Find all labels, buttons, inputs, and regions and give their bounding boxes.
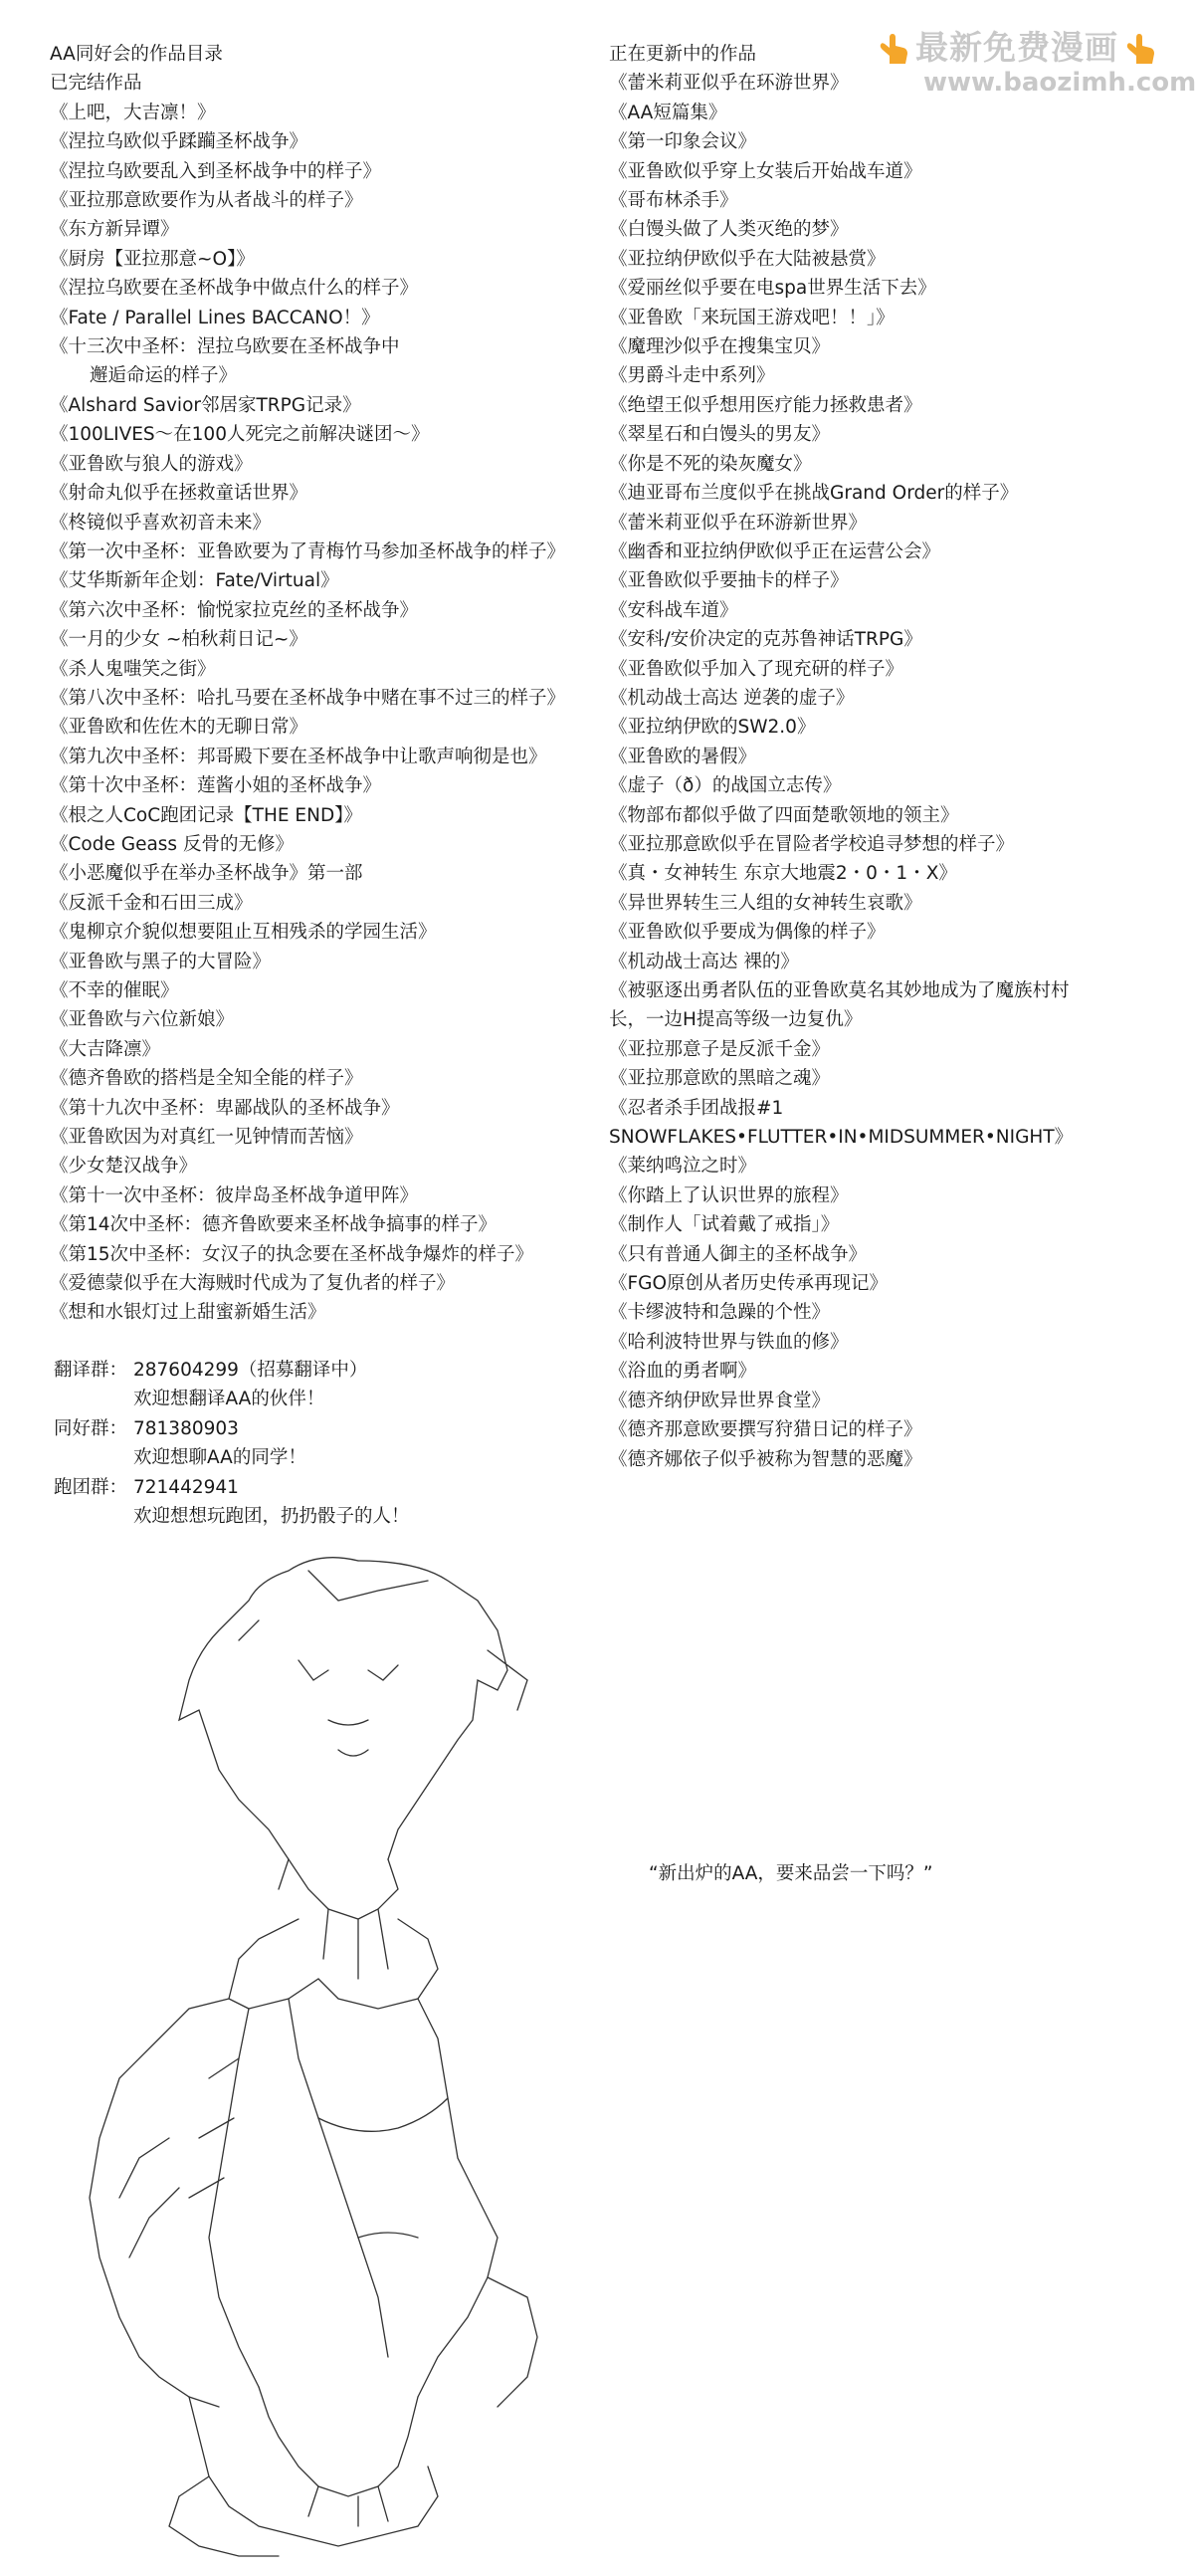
- list-item: 《亚鲁欧似乎加入了现充研的样子》: [609, 658, 904, 680]
- list-item: 《东方新异谭》: [50, 219, 179, 241]
- trpg-group-row: [54, 1473, 410, 1502]
- list-item: 《机动战士高达 裸的》: [609, 951, 799, 972]
- list-item: 《第六次中圣杯：愉悦家拉克丝的圣杯战争》: [50, 599, 419, 621]
- list-item: 《大吉降凛》: [50, 1038, 161, 1060]
- list-item: 《亚鲁欧和佐佐木的无聊日常》: [50, 717, 308, 739]
- list-item: 《男爵斗走中系列》: [609, 365, 775, 387]
- list-item: 《只有普通人御主的圣杯战争》: [609, 1243, 868, 1265]
- ascii-art-figure: [60, 1541, 617, 2566]
- trpg-group-label: 跑团群：: [54, 1476, 128, 1498]
- list-item: 《涅拉乌欧要在圣杯战争中做点什么的样子》: [50, 278, 419, 300]
- list-item: 《想和水银灯过上甜蜜新婚生活》: [50, 1302, 326, 1324]
- list-item: 《真・女神转生 东京大地震2・0・1・X》: [609, 863, 957, 885]
- fan-group-number: 781380903: [133, 1417, 239, 1439]
- list-item: 《安科战车道》: [609, 599, 738, 621]
- list-item: 《鬼柳京介貌似想要阻止互相残杀的学园生活》: [50, 922, 437, 944]
- list-item: 《亚鲁欧似乎要抽卡的样子》: [609, 570, 849, 592]
- list-item: 《德齐鲁欧的搭档是全知全能的样子》: [50, 1068, 363, 1090]
- list-item: 《第八次中圣杯：哈扎马要在圣杯战争中赌在事不过三的样子》: [50, 687, 566, 709]
- list-item: 《你是不死的染灰魔女》: [609, 453, 812, 475]
- list-item: 《被驱逐出勇者队伍的亚鲁欧莫名其妙地成为了魔族村村长，一边H提高等级一边复仇》: [609, 980, 1070, 1031]
- list-item: 《幽香和亚拉纳伊欧似乎正在运营公会》: [609, 540, 941, 562]
- list-item: 《亚拉纳伊欧似乎在大陆被悬赏》: [609, 248, 886, 270]
- list-item: 《艾华斯新年企划：Fate/Virtual》: [50, 570, 339, 592]
- list-item: 《卡缪波特和急躁的个性》: [609, 1302, 831, 1324]
- list-item: 《德齐那意欧要撰写狩猎日记的样子》: [609, 1419, 922, 1441]
- list-item: 《涅拉乌欧似乎蹂躏圣杯战争》: [50, 131, 308, 153]
- catalog-title: AA同好会的作品目录: [50, 44, 223, 65]
- list-item-continuation: 邂逅命运的样子》: [90, 365, 238, 387]
- ongoing-works-list: [609, 40, 1077, 1474]
- translation-group-row: [54, 1356, 410, 1385]
- translation-group-number: 287604299（招募翻译中）: [133, 1360, 368, 1381]
- speech-quote: “新出炉的AA，要来品尝一下吗？”: [649, 1863, 933, 1884]
- watermark-url: www.baozimh.com: [923, 68, 1196, 98]
- group-contacts: [54, 1356, 410, 1531]
- trpg-group-note: 欢迎想想玩跑团，扔扔骰子的人！: [133, 1506, 410, 1528]
- list-item: 《哥布林杀手》: [609, 190, 738, 212]
- list-item: 《安科/安价决定的克苏鲁神话TRPG》: [609, 629, 922, 651]
- list-item: 《哈利波特世界与铁血的修》: [609, 1331, 849, 1353]
- list-item: 《你踏上了认识世界的旅程》: [609, 1184, 849, 1206]
- list-item: 《Fate / Parallel Lines BACCANO！》: [50, 307, 380, 328]
- list-item: 《亚鲁欧与六位新娘》: [50, 1009, 235, 1031]
- list-item: 《亚拉纳伊欧的SW2.0》: [609, 717, 816, 739]
- list-item: 《亚鲁欧与黑子的大冒险》: [50, 951, 272, 972]
- list-item: 《第一印象会议》: [609, 131, 757, 153]
- fan-group-row: [54, 1414, 410, 1443]
- list-item: 《上吧，大吉凛！》: [50, 102, 216, 123]
- translation-group-label: 翻译群：: [54, 1360, 128, 1381]
- list-item: 《翠星石和白馒头的男友》: [609, 424, 831, 446]
- pointing-hand-icon: [1122, 24, 1158, 66]
- list-item: 《亚拉那意欧要作为从者战斗的样子》: [50, 190, 363, 212]
- list-item: 《亚鲁欧「来玩国王游戏吧！！」》: [609, 307, 895, 328]
- list-item: 《机动战士高达 逆袭的虚子》: [609, 687, 855, 709]
- list-item: 《忍者杀手团战报#1 SNOWFLAKES•FLUTTER•IN•MIDSUMMER•NIGHT》: [609, 1097, 1074, 1149]
- list-item: 《十三次中圣杯：涅拉乌欧要在圣杯战争中: [50, 336, 400, 358]
- list-item: 《根之人CoC跑团记录【THE END】》: [50, 804, 362, 826]
- fan-group-note: 欢迎想聊AA的同学！: [133, 1447, 306, 1469]
- list-item: 《虚子（ð）的战国立志传》: [609, 775, 842, 797]
- list-item: 《迪亚哥布兰度似乎在挑战Grand Order的样子》: [609, 483, 1019, 505]
- list-item: 《异世界转生三人组的女神转生哀歌》: [609, 892, 922, 914]
- list-item: 《柊镜似乎喜欢初音未来》: [50, 512, 272, 534]
- list-item: 《魔理沙似乎在搜集宝贝》: [609, 336, 831, 358]
- list-item: 《100LIVES～在100人死完之前解决谜团～》: [50, 424, 430, 446]
- list-item: 《亚鲁欧似乎要成为偶像的样子》: [609, 922, 886, 944]
- list-item: 《德齐纳伊欧异世界食堂》: [609, 1390, 831, 1411]
- list-item: 《第14次中圣杯：德齐鲁欧要来圣杯战争搞事的样子》: [50, 1214, 498, 1236]
- list-item: 《亚鲁欧与狼人的游戏》: [50, 453, 253, 475]
- list-item: 《小恶魔似乎在举办圣杯战争》第一部: [50, 863, 363, 885]
- list-item: 《射命丸似乎在拯救童话世界》: [50, 483, 308, 505]
- list-item: 《一月的少女 ~柏秋莉日记~》: [50, 629, 307, 651]
- list-item: 《第十九次中圣杯：卑鄙战队的圣杯战争》: [50, 1097, 400, 1119]
- list-item: 《不幸的催眠》: [50, 980, 179, 1001]
- list-item: 《亚拉那意欧似乎在冒险者学校追寻梦想的样子》: [609, 833, 1015, 855]
- list-item: 《第九次中圣杯：邦哥殿下要在圣杯战争中让歌声响彻是也》: [50, 746, 547, 767]
- list-item: 《白馒头做了人类灭绝的梦》: [609, 219, 849, 241]
- list-item: 《第一次中圣杯：亚鲁欧要为了青梅竹马参加圣杯战争的样子》: [50, 540, 566, 562]
- list-item: 《德齐娜依子似乎被称为智慧的恶魔》: [609, 1448, 922, 1470]
- list-item: 《FGO原创从者历史传承再现记》: [609, 1273, 889, 1295]
- list-item: 《制作人「试着戴了戒指」》: [609, 1214, 840, 1236]
- list-item: 《爱德蒙似乎在大海贼时代成为了复仇者的样子》: [50, 1273, 456, 1295]
- list-item: 《浴血的勇者啊》: [609, 1361, 757, 1383]
- list-item: 《AA短篇集》: [609, 102, 727, 123]
- list-item: 《物部布都似乎做了四面楚歌领地的领主》: [609, 804, 959, 826]
- list-item: 《亚鲁欧的暑假》: [609, 746, 757, 767]
- list-item: 《爱丽丝似乎要在电spa世界生活下去》: [609, 278, 936, 300]
- translation-group-note: 欢迎想翻译AA的伙伴！: [133, 1389, 325, 1410]
- list-item: 《亚鲁欧似乎穿上女装后开始战车道》: [609, 160, 922, 182]
- list-item: 《涅拉乌欧要乱入到圣杯战争中的样子》: [50, 160, 382, 182]
- completed-works-list: [50, 40, 607, 1328]
- list-item: 《蕾米莉亚似乎在环游世界》: [609, 73, 849, 95]
- section-heading-ongoing: 正在更新中的作品: [609, 44, 757, 65]
- list-item: 《少女楚汉战争》: [50, 1156, 198, 1178]
- list-item: 《亚拉那意欧的黑暗之魂》: [609, 1068, 831, 1090]
- trpg-group-number: 721442941: [133, 1476, 239, 1498]
- list-item: 《厨房【亚拉那意~O】》: [50, 248, 255, 270]
- fan-group-label: 同好群：: [54, 1417, 128, 1439]
- list-item: 《莱纳鸣泣之时》: [609, 1156, 757, 1178]
- list-item: 《第十次中圣杯：莲酱小姐的圣杯战争》: [50, 775, 382, 797]
- list-item: 《蕾米莉亚似乎在环游新世界》: [609, 512, 868, 534]
- list-item: 《Alshard Savior邻居家TRPG记录》: [50, 394, 361, 416]
- list-item: 《反派千金和石田三成》: [50, 892, 253, 914]
- list-item: 《亚拉那意子是反派千金》: [609, 1038, 831, 1060]
- list-item: 《亚鲁欧因为对真红一见钟情而苦恼》: [50, 1127, 363, 1149]
- list-item: 《第十一次中圣杯：彼岸岛圣杯战争道甲阵》: [50, 1184, 419, 1206]
- list-item: 《杀人鬼嗤笑之街》: [50, 658, 216, 680]
- list-item: 《绝望王似乎想用医疗能力拯救患者》: [609, 394, 922, 416]
- list-item: 《第15次中圣杯：女汉子的执念要在圣杯战争爆炸的样子》: [50, 1243, 534, 1265]
- list-item: 《Code Geass 反骨的无修》: [50, 833, 294, 855]
- section-heading-completed: 已完结作品: [50, 73, 142, 95]
- watermark-text: 最新免费漫画: [915, 27, 1118, 67]
